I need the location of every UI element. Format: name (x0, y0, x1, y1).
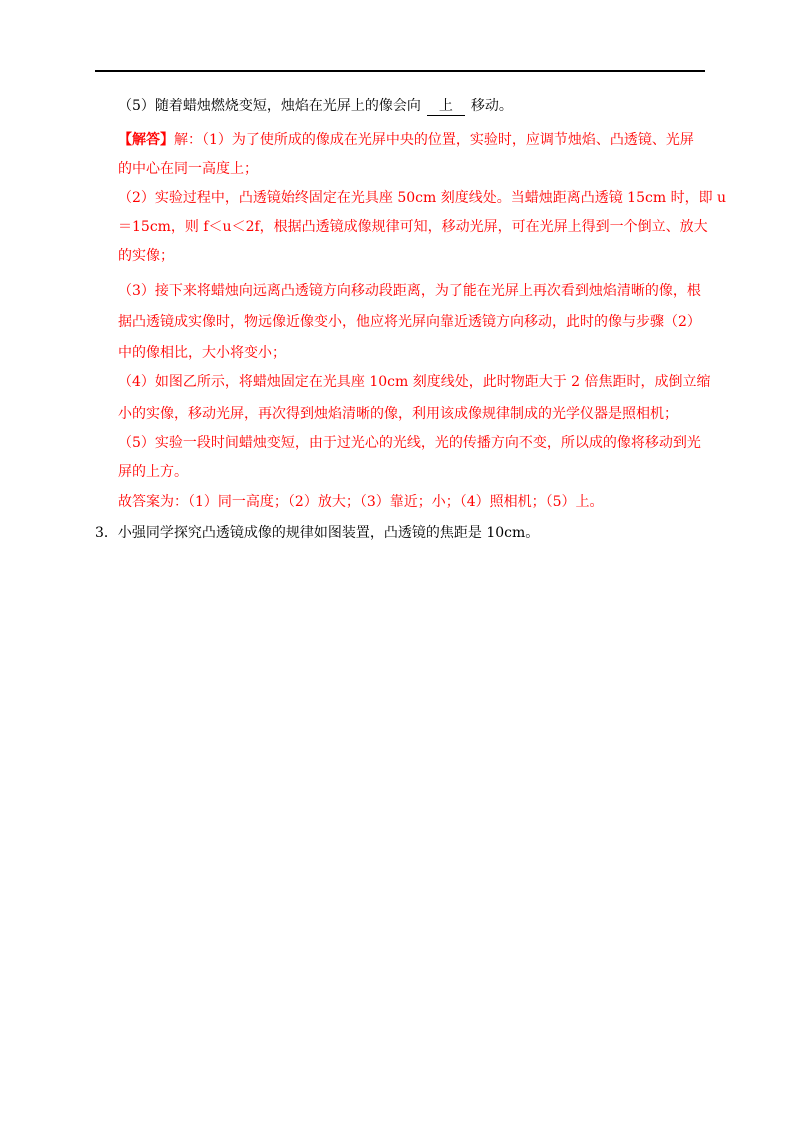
question-3-line: 3．小强同学探究凸透镜成像的规律如图装置，凸透镜的焦距是 10cm。 (95, 525, 540, 541)
solution-line-5: 的实像； (118, 248, 174, 264)
solution-text: 解：（1）为了使所成的像成在光屏中央的位置，实验时，应调节烛焰、凸透镜、光屏 (174, 132, 694, 148)
question-5-suffix: 移动。 (470, 98, 513, 114)
solution-line-3: （2）实验过程中，凸透镜始终固定在光具座 50cm 刻度线处。当蜡烛距离凸透镜 15cm 时，即 u (118, 190, 727, 206)
question-5-answer-blank: 上 (427, 97, 465, 116)
solution-line-11: （5）实验一段时间蜡烛变短，由于过光心的光线，光的传播方向不变，所以成的像将移动到光 (118, 435, 701, 451)
solution-line-7: 据凸透镜成实像时，物远像近像变小，他应将光屏向靠近透镜方向移动，此时的像与步骤（2） (118, 314, 701, 330)
solution-tag: 【解答】 (118, 132, 174, 148)
solution-line-4: ＝15cm，则 f＜u＜2f，根据凸透镜成像规律可知，移动光屏，可在光屏上得到一个倒立、放大 (118, 219, 708, 235)
final-answer-line: 故答案为：（1）同一高度；（2）放大；（3）靠近；小；（4）照相机；（5）上。 (118, 494, 604, 510)
solution-line-1 (118, 130, 694, 150)
solution-line-8: 中的像相比，大小将变小； (118, 345, 286, 361)
solution-line-6: （3）接下来将蜡烛向远离凸透镜方向移动段距离，为了能在光屏上再次看到烛焰清晰的像，根 (118, 283, 701, 299)
solution-line-2: 的中心在同一高度上； (118, 161, 258, 177)
question-5-prefix: （5）随着蜡烛燃烧变短，烛焰在光屏上的像会向 (118, 98, 421, 114)
header-rule (95, 70, 705, 72)
solution-line-10: 小的实像，移动光屏，再次得到烛焰清晰的像，利用该成像规律制成的光学仪器是照相机； (118, 406, 678, 422)
question-5-line (118, 96, 513, 116)
solution-line-12: 屏的上方。 (118, 464, 188, 480)
solution-line-9: （4）如图乙所示，将蜡烛固定在光具座 10cm 刻度线处，此时物距大于 2 倍焦距时，成倒立缩 (118, 374, 711, 390)
